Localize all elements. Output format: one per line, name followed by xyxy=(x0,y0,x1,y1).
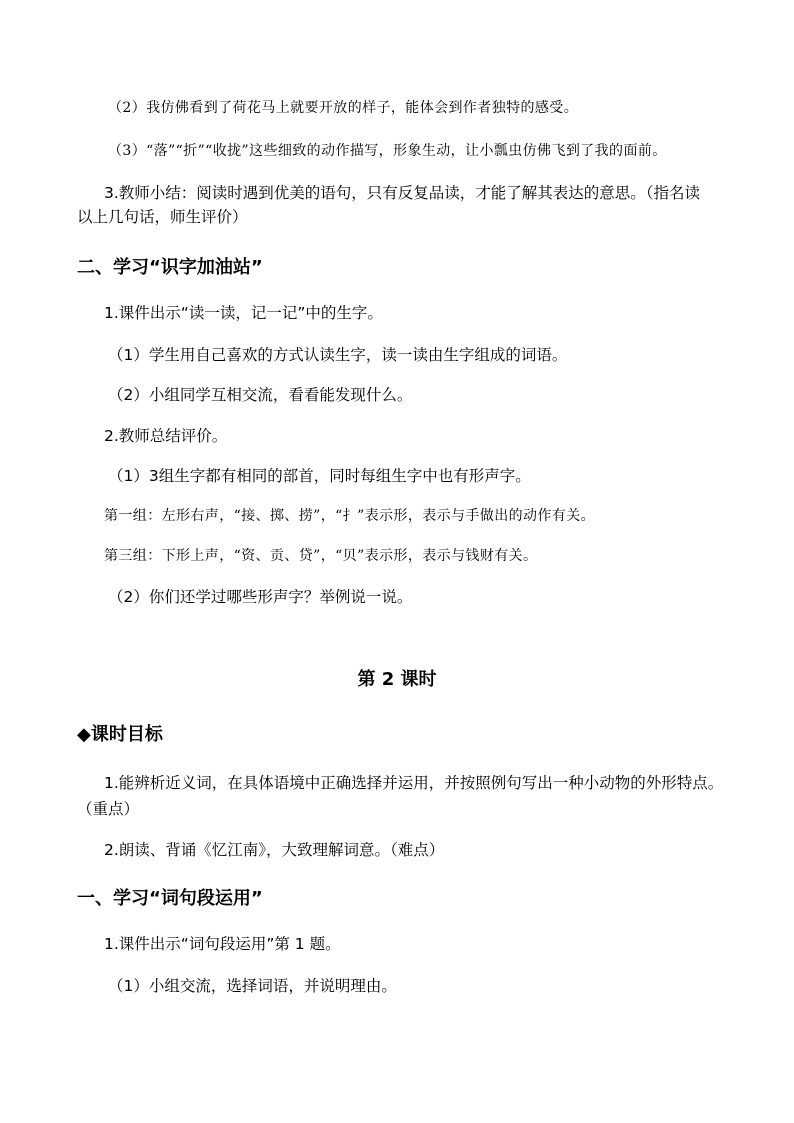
paragraph-sentence-task: 1.课件出示“词句段运用”第 1 题。 xyxy=(104,935,341,953)
paragraph-radical-summary: （1）3组生字都有相同的部首，同时每组生字中也有形声字。 xyxy=(108,467,531,485)
paragraph-teacher-summary-line1: 3.教师小结：阅读时遇到优美的语句，只有反复品读，才能了解其表达的意思。（指名读 xyxy=(104,184,701,202)
paragraph-students-read: （1）学生用自己喜欢的方式认读生字，读一读由生字组成的词语。 xyxy=(108,346,568,364)
section-heading-sentence-use: 一、学习“词句段运用” xyxy=(77,888,263,909)
lesson-title: 第 2 课时 xyxy=(357,669,437,690)
lesson-goals-heading: ◆课时目标 xyxy=(77,724,163,745)
goal-one-line1: 1.能辨析近义词，在具体语境中正确选择并运用，并按照例句写出一种小动物的外形特点。 xyxy=(104,774,724,792)
paragraph-group-three: 第三组：下形上声，“资、贡、贷”，“贝”表示形，表示与钱财有关。 xyxy=(104,548,538,564)
section-heading-literacy-station: 二、学习“识字加油站” xyxy=(77,257,263,278)
goal-one-line2: （重点） xyxy=(77,800,140,818)
paragraph-teacher-evaluation: 2.教师总结评价。 xyxy=(104,427,228,445)
goal-two: 2.朗读、背诵《忆江南》，大致理解词意。（难点） xyxy=(104,841,445,859)
paragraph-action-description: （3）“落”“折”“收拢”这些细致的动作描写，形象生动，让小瓢虫仿佛飞到了我的面前。 xyxy=(108,143,667,159)
paragraph-other-characters: （2）你们还学过哪些形声字？举例说一说。 xyxy=(108,588,413,606)
paragraph-choose-words: （1）小组交流，选择词语，并说明理由。 xyxy=(108,977,397,995)
paragraph-group-one: 第一组：左形右声，“接、掷、捞”，“扌”表示形，表示与手做出的动作有关。 xyxy=(104,508,596,524)
paragraph-teacher-summary-line2: 以上几句话，师生评价） xyxy=(77,208,248,226)
paragraph-group-exchange: （2）小组同学互相交流，看看能发现什么。 xyxy=(108,386,413,404)
paragraph-courseware-show: 1.课件出示“读一读，记一记”中的生字。 xyxy=(104,304,383,322)
paragraph-feeling-lotus: （2）我仿佛看到了荷花马上就要开放的样子，能体会到作者独特的感受。 xyxy=(108,100,579,116)
